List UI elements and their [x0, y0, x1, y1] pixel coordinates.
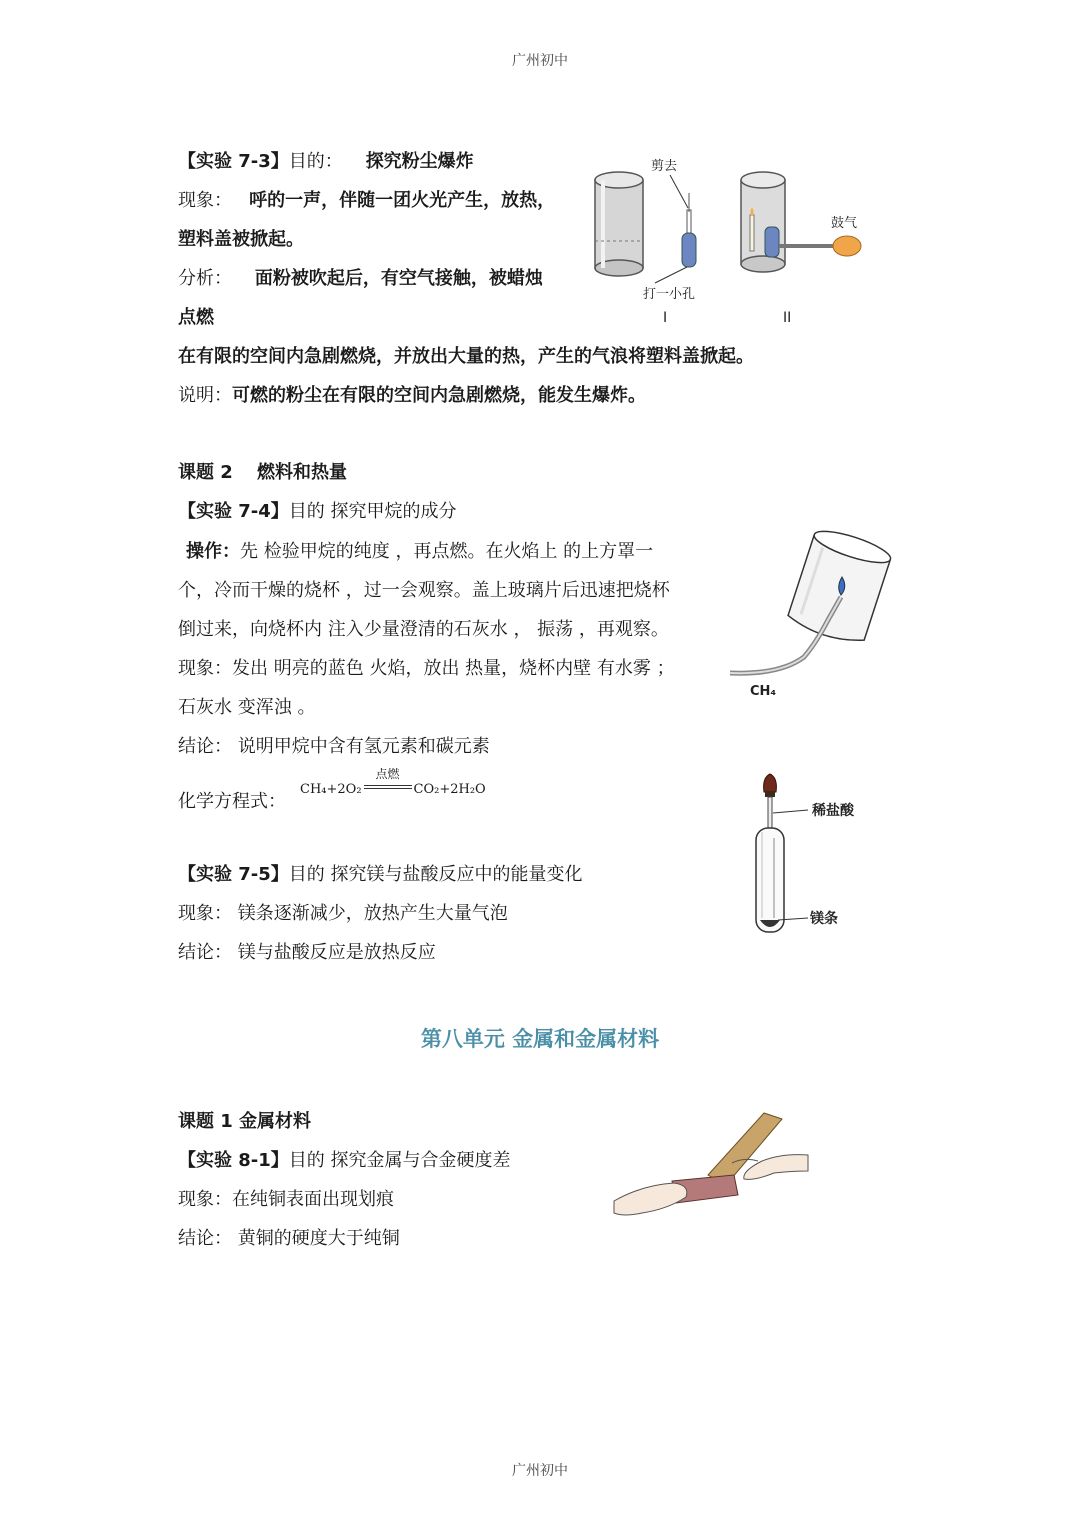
equation-left: CH₄+2O₂: [300, 782, 362, 797]
topic1-title: 课题 1 金属材料: [178, 1111, 312, 1132]
equation-arrow: [362, 767, 414, 797]
equation-right: CO₂+2H₂O: [413, 782, 486, 797]
exp74-title: 【实验 7-4】: [178, 501, 289, 522]
exp73-note: 可燃的粉尘在有限的空间内急剧燃烧，能发生爆炸。: [232, 385, 646, 406]
exp75-phenomenon: 现象： 镁条逐渐减少，放热产生大量气泡: [178, 903, 508, 924]
fig-i-label: I: [663, 310, 668, 326]
exp74-phen-1: 现象：发出 明亮的蓝色 火焰，放出 热量，烧杯内壁 有水雾 ；: [178, 658, 675, 679]
dropper: [764, 774, 777, 835]
exp81-title: 【实验 8-1】: [178, 1150, 289, 1171]
exp74-title-line: [178, 500, 457, 524]
fig-ch4-label: CH₄: [750, 684, 777, 699]
fig-cut-label: 剪去: [651, 159, 678, 174]
exp73-analysis-label: 分析：: [178, 268, 232, 289]
exp74-op-1: 先 检验甲烷的纯度 ，再点燃。在火焰上 的上方罩一: [240, 541, 654, 562]
exp75-title: 【实验 7-5】: [178, 864, 289, 885]
exp74-op-3: 倒过来，向烧杯内 注入少量澄清的石灰水 ， 振荡 ，再观察。: [178, 619, 669, 640]
exp74-op-label: 操作：: [186, 541, 240, 562]
exp81-conclusion: 结论： 黄铜的硬度大于纯铜: [178, 1228, 400, 1249]
exp73-phenomenon-label: 现象：: [178, 190, 232, 211]
exp75-conclusion: 结论： 镁与盐酸反应是放热反应: [178, 942, 436, 963]
metal-scratch-figure: [612, 1105, 812, 1235]
page-header: 广州初中: [512, 53, 568, 69]
exp73-note-label: 说明：: [178, 385, 232, 406]
fig-mg-label: 镁条: [810, 911, 838, 927]
exp73-analysis-3: 在有限的空间内急剧燃烧，并放出大量的热，产生的气浪将塑料盖掀起。: [178, 346, 754, 367]
chemical-equation: [300, 767, 486, 797]
equation-condition: 点燃: [375, 767, 400, 781]
exp81-title-line: [178, 1149, 511, 1173]
exp73-purpose: 探究粉尘爆炸: [365, 151, 474, 172]
exp73-phenomenon-2: 塑料盖被掀起。: [178, 229, 304, 250]
exp74-op-line-1: [186, 540, 653, 564]
exp81-phenomenon: 现象：在纯铜表面出现划痕: [178, 1189, 394, 1210]
exp75-purpose: 目的 探究镁与盐酸反应中的能量变化: [288, 864, 583, 885]
fig-hole-label: 打一小孔: [643, 287, 696, 302]
exp73-note-line: [178, 384, 646, 408]
unit8-title: 第八单元 金属和金属材料: [420, 1027, 660, 1051]
page-footer: 广州初中: [512, 1463, 568, 1479]
methane-burning-figure: [720, 525, 910, 705]
exp73-title: 【实验 7-3】: [178, 151, 289, 172]
exp74-conclusion: 结论： 说明甲烷中含有氢元素和碳元素: [178, 736, 490, 757]
exp73-analysis-2: 点燃: [178, 307, 214, 328]
fig-blow-label: 鼓气: [831, 216, 858, 231]
exp73-analysis-1: 面粉被吹起后，有空气接触，被蜡烛: [254, 268, 543, 289]
topic2-title: 课题 2 燃料和热量: [178, 462, 348, 483]
exp74-purpose: 目的 探究甲烷的成分: [288, 501, 457, 522]
exp74-op-2: 个，冷而干燥的烧杯 ，过一会观察。盖上玻璃片后迅速把烧杯: [178, 580, 670, 601]
fig-acid-label: 稀盐酸: [812, 803, 854, 819]
dust-explosion-figure: [585, 145, 885, 330]
exp81-purpose: 目的 探究金属与合金硬度差: [288, 1150, 511, 1171]
fig-ii-label: II: [783, 310, 792, 326]
mg-hcl-figure: [740, 768, 900, 943]
exp73-analysis-line: [178, 267, 543, 291]
exp73-phenomenon-line: [178, 189, 555, 213]
exp74-phen-2: 石灰水 变浑浊 。: [178, 697, 316, 718]
exp73-title-line: [178, 150, 474, 174]
exp73-phenomenon-1: 呼的一声，伴随一团火光产生，放热，: [249, 190, 556, 211]
test-tube: [756, 828, 784, 932]
exp75-title-line: [178, 863, 583, 887]
tube-with-hole: [682, 193, 696, 267]
exp73-purpose-label: 目的：: [288, 151, 343, 172]
exp74-equation-label: 化学方程式：: [178, 791, 286, 812]
cylinder-i: [595, 172, 643, 276]
